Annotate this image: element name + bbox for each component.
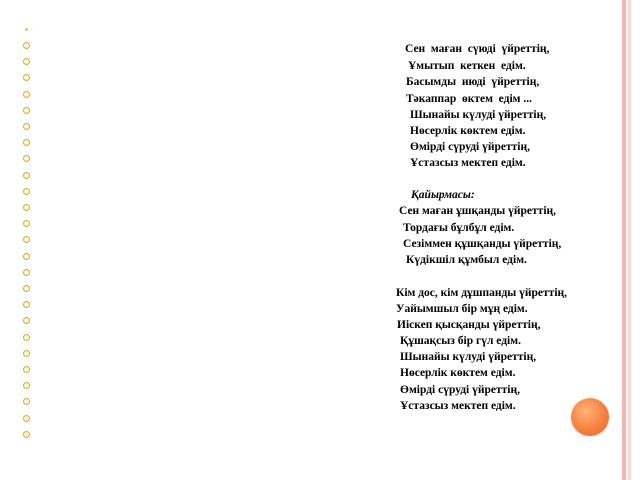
bullet-dot-icon: [23, 398, 30, 405]
bullet-dot-icon: [23, 91, 30, 98]
bullet-dot-icon: [23, 253, 30, 260]
bullet-dot-icon: [23, 366, 30, 373]
stanza1-line-3: Басымды июді үйреттің,: [406, 76, 540, 88]
stanza1-line-7: Өмірді сүруді үйреттің,: [410, 141, 530, 153]
bullet-dot-icon: [23, 42, 30, 49]
bullet-dot-icon: [23, 220, 30, 227]
stanza1-line-2: Ұмытып кеткен едім.: [408, 60, 526, 72]
bullet-dot-icon: [23, 382, 30, 389]
orange-circle-icon: [571, 398, 609, 436]
stanza2-line-6: Нөсерлік көктем едім.: [400, 367, 516, 379]
bullet-dot-icon: [23, 415, 30, 422]
refrain-line-1: Сен маған ұшқанды үйреттің,: [399, 205, 557, 217]
bullet-dot-column: [23, 42, 33, 442]
refrain-heading: Қайырмасы:: [411, 189, 475, 201]
stanza2-line-5: Шынайы күлуді үйреттің,: [400, 351, 537, 363]
stanza1-line-1: Сен маған сүюді үйреттің,: [405, 43, 550, 55]
bullet-dot-icon: [23, 317, 30, 324]
bullet-dot-icon: [23, 172, 30, 179]
stanza2-line-7: Өмірді сүруді үйреттің,: [400, 384, 520, 396]
stanza1-line-6: Нөсерлік көктем едім.: [410, 125, 526, 137]
bullet-dot-icon: [23, 139, 30, 146]
decorative-stripe-light: [628, 0, 631, 480]
bullet-dot-icon: [23, 350, 30, 357]
bullet-dot-icon: [23, 285, 30, 292]
bullet-dot-icon: [23, 58, 30, 65]
bullet-dot-icon: [23, 123, 30, 130]
stanza2-line-8: Ұстазсыз мектеп едім.: [400, 400, 516, 412]
stanza2-line-3: Иіскеп қысқанды үйреттің,: [397, 319, 541, 331]
bullet-dot-icon: [23, 188, 30, 195]
bullet-dot-icon: [23, 107, 30, 114]
bullet-dot-icon: [23, 301, 30, 308]
bullet-dot-icon: [23, 334, 30, 341]
bullet-dot-icon: [23, 155, 30, 162]
bullet-dot-icon: [23, 269, 30, 276]
stanza1-line-5: Шынайы күлуді үйреттің,: [410, 109, 547, 121]
small-dot-icon: [25, 28, 28, 31]
decorative-stripe: [622, 0, 626, 480]
refrain-line-4: Күдікшіл құмбыл едім.: [406, 254, 527, 266]
refrain-line-2: Тордағы бұлбұл едім.: [403, 222, 515, 234]
bullet-dot-icon: [23, 236, 30, 243]
stanza1-line-8: Ұстазсыз мектеп едім.: [410, 157, 526, 169]
stanza2-line-2: Уайымшыл бір мұң едім.: [396, 303, 528, 315]
bullet-dot-icon: [23, 204, 30, 211]
stanza2-line-4: Құшақсыз бір гүл едім.: [400, 335, 521, 347]
stanza2-line-1: Кім дос, кім дұшпанды үйреттің,: [396, 287, 568, 299]
bullet-dot-icon: [23, 431, 30, 438]
refrain-line-3: Сезіммен құшқанды үйреттің,: [403, 238, 562, 250]
bullet-dot-icon: [23, 74, 30, 81]
stanza1-line-4: Тәкаппар өктем едім ...: [406, 93, 532, 105]
